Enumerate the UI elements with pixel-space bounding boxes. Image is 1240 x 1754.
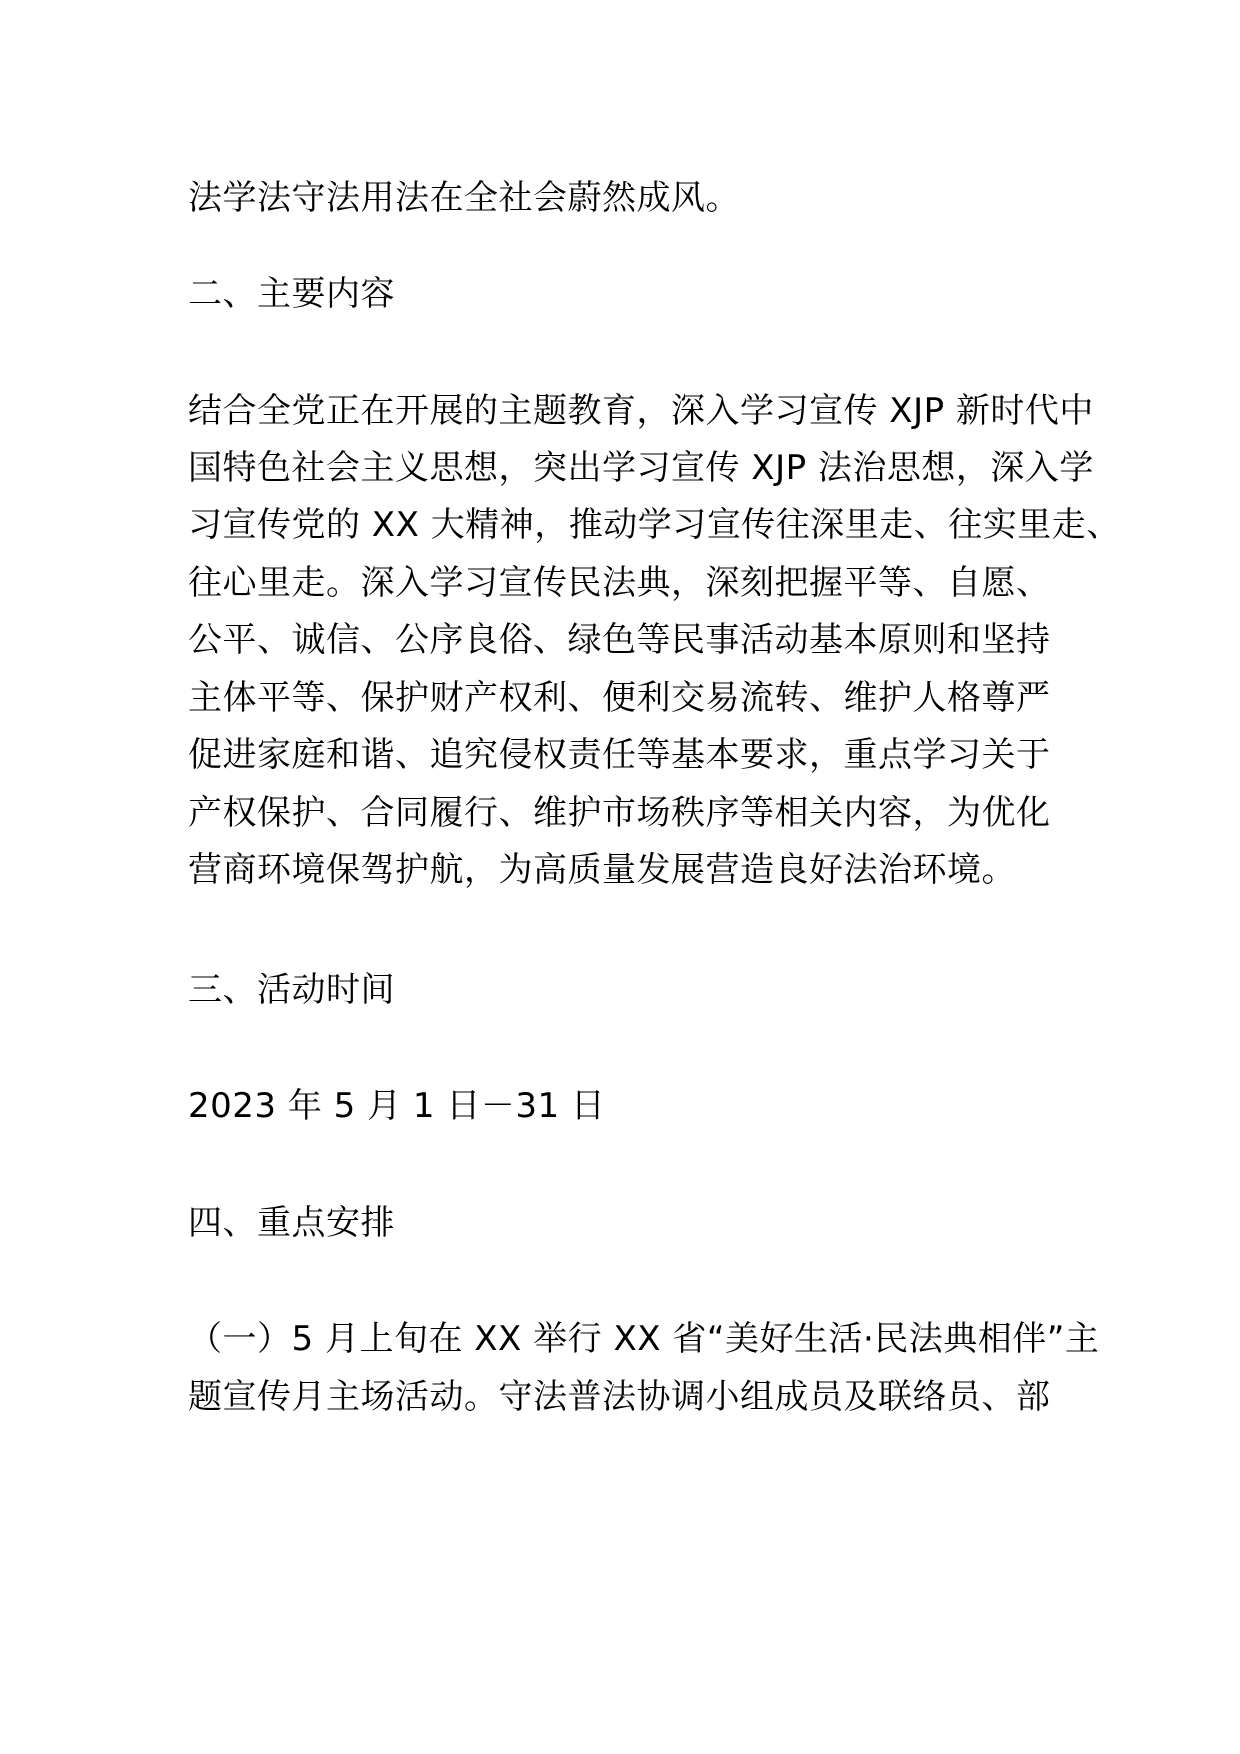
- paragraph-line: 促进家庭和谐、追究侵权责任等基本要求，重点学习关于: [188, 735, 1051, 775]
- paragraph-line: 题宣传月主场活动。守法普法协调小组成员及联络员、部: [188, 1377, 1051, 1417]
- activity-date-range: 2023 年 5 月 1 日－31 日: [188, 1086, 606, 1126]
- paragraph-continuation: 法学法守法用法在全社会蔚然成风。: [188, 178, 740, 218]
- paragraph-line: 国特色社会主义思想，突出学习宣传 XJP 法治思想，深入学: [188, 448, 1094, 488]
- section-heading-key-arrangements: 四、重点安排: [188, 1203, 395, 1243]
- paragraph-line: 主体平等、保护财产权利、便利交易流转、维护人格尊严: [188, 678, 1051, 718]
- paragraph-line: （一）5 月上旬在 XX 举行 XX 省“美好生活·民法典相伴”主: [188, 1319, 1100, 1359]
- section-heading-activity-time: 三、活动时间: [188, 970, 395, 1010]
- paragraph-line: 往心里走。深入学习宣传民法典，深刻把握平等、自愿、: [188, 563, 1051, 603]
- paragraph-line: 结合全党正在开展的主题教育，深入学习宣传 XJP 新时代中: [188, 391, 1094, 431]
- section-heading-main-content: 二、主要内容: [188, 274, 395, 314]
- paragraph-line: 营商环境保驾护航，为高质量发展营造良好法治环境。: [188, 850, 1016, 890]
- paragraph-line: 公平、诚信、公序良俗、绿色等民事活动基本原则和坚持: [188, 620, 1051, 660]
- paragraph-line: 产权保护、合同履行、维护市场秩序等相关内容，为优化: [188, 793, 1051, 833]
- paragraph-line: 习宣传党的 XX 大精神，推动学习宣传往深里走、往实里走、: [188, 505, 1121, 545]
